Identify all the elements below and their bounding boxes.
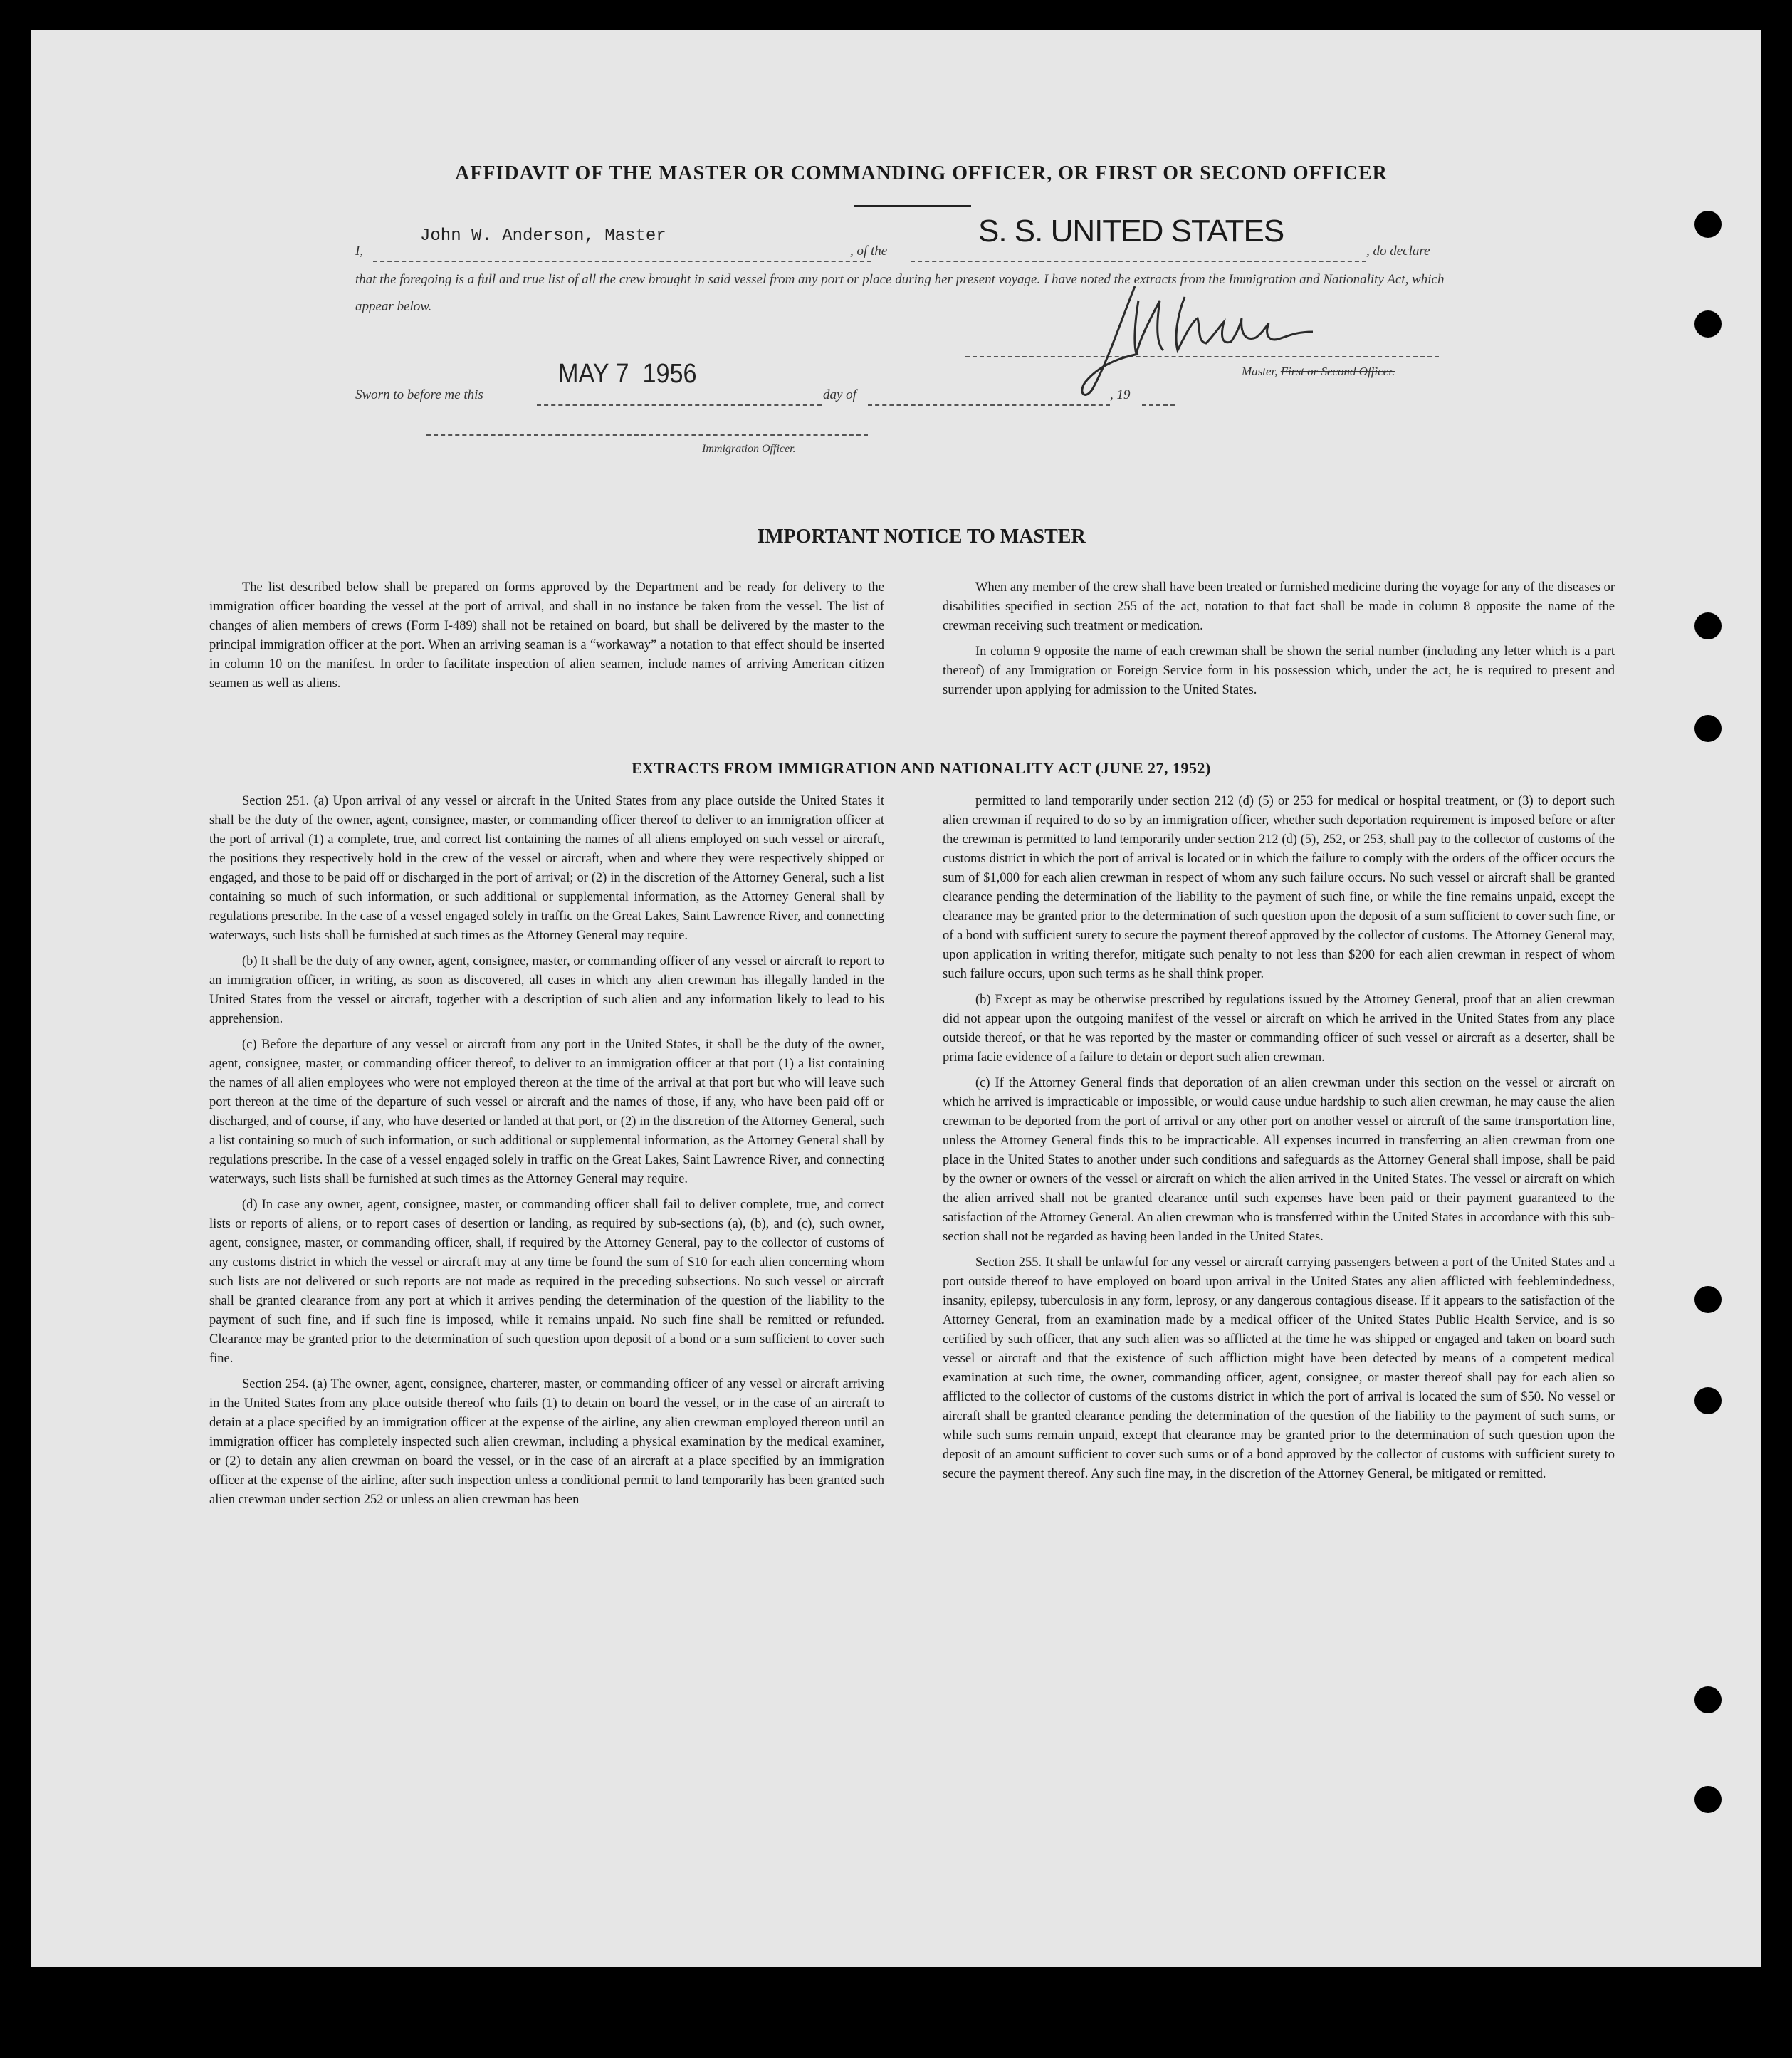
binder-hole (1694, 612, 1722, 639)
binder-hole (1694, 211, 1722, 238)
extracts-title: EXTRACTS FROM IMMIGRATION AND NATIONALITY ACT (JUNE 27, 1952) (632, 759, 1211, 777)
section-254c: (c) If the Attorney General finds that deportation of an alien crewman under this section on the vessel or aircraft on which he arrived is impracticable or impossible, or would cause undue hardship to such alien crewman, he may cause the alien crewman to be deported from the port of arrival or any other port on another vessel or aircraft of the same transportation line, unless the Attorney General finds this to be impracticable. All expenses incurred in transferring an alien crewman from one place in the United States to another under such conditions and safeguards as the Attorney General shall impose, shall be paid by the owner or owners of the vessel or aircraft on which the alien arrived in the United States. The vessel or aircraft on which the alien arrived shall not be granted clearance until such expenses have been paid or their payment guaranteed to the satisfaction of the Attorney General. An alien crewman who is transferred within the United States in accordance with this sub-section shall not be regarded as having been landed in the United States. (943, 1076, 1615, 1244)
do-declare-label: , do declare (1366, 244, 1430, 258)
notice-right-paragraph-2: In column 9 opposite the name of each crewman shall be shown the serial number (including any letter which is a part thereof) of any Immigration or Foreign Service form in his possession which, under the act, he is required to present and surrender upon applying for admission to the United States. (943, 644, 1615, 697)
signature-scribble (1014, 258, 1356, 400)
master-name: John W. Anderson, Master (420, 226, 666, 246)
binder-hole (1694, 1686, 1722, 1713)
signer-title (1242, 365, 1395, 379)
document-sheet (31, 30, 1761, 1967)
extracts-right-column (943, 792, 1615, 1490)
of-the-label: , of the (850, 244, 888, 258)
section-251c: (c) Before the departure of any vessel or aircraft from any port in the United States, it shall be the duty of the owner, agent, consignee, master, or commanding officer thereof, to deliver to an immigration officer at that port (1) a list containing the names of all alien employees who were not employed thereon at the time of the arrival at that port but who will leave such port thereon at the time of the departure of such vessel or aircraft and the names of those, if any, who have been paid off or discharged, and of course, if any, who have deserted or landed at that port, or (2) in the discretion of the Attorney General, such a list containing so much of such information, or such additional or supplemental information, as the Attorney General shall by regulations prescribe. In the case of a vessel engaged solely in traffic on the Great Lakes, Saint Lawrence River, and connecting waterways, such lists shall be furnished at such times as the Attorney General may require. (209, 1038, 884, 1186)
declaration-text: that the foregoing is a full and true list of all the crew brought in said vessel from any port or place during her present voyage. I have noted the extracts from the Immigration and Nationality Act, which appear below. (355, 272, 1445, 314)
section-251a: Section 251. (a) Upon arrival of any vessel or aircraft in the United States from any place outside the United States it shall be the duty of the owner, agent, consignee, master, or commanding officer thereof to deliver to an immigration officer at the port of arrival (1) a complete, true, and correct list containing the names of all aliens employed on such vessel or aircraft, the positions they respectively hold in the crew of the vessel or aircraft, when and where they were respectively shipped or engaged, and those to be paid off or discharged in the port of arrival; or (2) in the discretion of the Attorney General, such a list containing so much of such information, or such additional or supplemental information, as the Attorney General shall by regulations prescribe. In the case of a vessel engaged solely in traffic on the Great Lakes, Saint Lawrence River, and connecting waterways, such lists shall be furnished at such times as the Attorney General may require. (209, 794, 884, 943)
notice-right-paragraph-1: When any member of the crew shall have been treated or furnished medicine during the voyage for any of the diseases or disabilities specified in section 255 of the act, notation to that fact shall be made in column 8 opposite the name of the crewman receiving such treatment or medication. (943, 580, 1615, 633)
master-name-line (373, 244, 871, 262)
binder-hole (1694, 1286, 1722, 1313)
binder-hole (1694, 310, 1722, 338)
notice-right-column (943, 578, 1615, 706)
notice-title: IMPORTANT NOTICE TO MASTER (757, 526, 1086, 548)
sworn-label: Sworn to before me this (355, 387, 483, 402)
section-254a: Section 254. (a) The owner, agent, consignee, charterer, master, or commanding officer of any vessel or aircraft arriving in the United States from any place outside thereof who fails (1) to detain on board the vessel, or in the case of an aircraft to detain at a place specified by an immigration officer at the expense of the airline, any alien crewman employed thereon until an immigration officer has completely inspected such alien crewman, including a physical examination by the medical examiner, or (2) to detain any alien crewman on board the vessel, or in the case of an aircraft at a place specified by an immigration officer at the expense of the airline, after such inspection unless a conditional permit to land temporarily has been granted such alien crewman under section 252 or unless an alien crewman has been (209, 1377, 884, 1507)
section-251d: (d) In case any owner, agent, consignee, master, or commanding officer shall fail to deliver complete, true, and correct lists or reports of aliens, or to report cases of desertion or landing, as required by sub-sections (a), (b), and (c), such owner, agent, consignee, master, or commanding officer, shall, if required by the Attorney General, pay to the collector of customs of any customs district in which the vessel or aircraft may at any time be found the sum of $10 for each alien concerning whom such lists are not delivered or such reports are not made as required in the preceding subsections. No such vessel or aircraft shall be granted clearance from any port at which it arrives pending the determination of the question of the liability to the payment of such fine, and if such fine is imposed, while it remains unpaid. No such fine shall be remitted or refunded. Clearance may be granted prior to the determination of such question upon deposit of a bond or a sum sufficient to cover such fine. (209, 1198, 884, 1366)
notice-left-paragraph: The list described below shall be prepared on forms approved by the Department and be ready for delivery to the immigration officer boarding the vessel at the port of arrival, and shall in no instance be taken from the vessel. The list of changes of alien members of crews (Form I-489) shall not be retained on board, but shall be delivered by the master to the principal immigration officer at the port. When an arriving seaman is a “workaway” a notation to that effect should be inserted in column 10 on the manifest. In order to facilitate inspection of alien seamen, include names of arriving American citizen seamen as well as aliens. (209, 580, 884, 691)
signer-title-master: Master, (1242, 365, 1278, 378)
year-line (1142, 387, 1175, 406)
binder-hole (1694, 1786, 1722, 1813)
vessel-name: S. S. UNITED STATES (978, 214, 1284, 249)
officer-label: Immigration Officer. (702, 443, 796, 455)
affidavit-title: AFFIDAVIT OF THE MASTER OR COMMANDING OFFICER, OR FIRST OR SECOND OFFICER (455, 162, 1388, 184)
day-of-label: day of (823, 387, 856, 402)
section-254b: (b) Except as may be otherwise prescribed by regulations issued by the Attorney General, proof that an alien crewman did not appear upon the outgoing manifest of the vessel or aircraft on which he arrived in the United States from any place outside thereof, or that he was reported by the master or commanding officer of such vessel or aircraft as a deserter, shall be prima facie evidence of a failure to detain or deport such alien crewman. (943, 993, 1615, 1065)
month-line (868, 387, 1110, 406)
binder-hole (1694, 1387, 1722, 1414)
struck-title: First or Second Officer. (1280, 365, 1395, 378)
section-251b: (b) It shall be the duty of any owner, agent, consignee, master, or commanding officer of any vessel or aircraft to report to an immigration officer, in writing, as soon as discovered, all cases in which any alien crewman has illegally landed in the United States from the vessel or aircraft, together with a description of such alien and any information likely to lead to his apprehension. (209, 954, 884, 1026)
sworn-date-line (537, 387, 822, 406)
sworn-date-stamp: MAY 7 1956 (558, 359, 697, 389)
year-label: , 19 (1110, 387, 1131, 402)
extracts-left-column (209, 792, 884, 1516)
prefix-i: I, (355, 244, 364, 258)
section-255: Section 255. It shall be unlawful for any vessel or aircraft carrying passengers between a port of the United States and a port outside thereof to have employed on board upon arrival in the United States any alien afflicted with feeblemindedness, insanity, epilepsy, tuberculosis in any form, leprosy, or any dangerous contagious disease. If it appears to the satisfaction of the Attorney General, from an examination made by a medical officer of the United States Public Health Service, and is so certified by such officer, that any such alien was so afflicted at the time he was shipped or engaged and taken on board such vessel or aircraft and that the existence of such affliction might have been detected by means of a competent medical examination at such time, the owner, commanding officer, agent, consignee, or master thereof shall pay for each alien so afflicted to the collector of customs of the customs district in which the port of arrival is located the sum of $50. No vessel or aircraft shall be granted clearance pending the determination of the question of the liability to the payment of such sums, or while such sums remain unpaid, except that clearance may be granted prior to the determination of such question upon the deposit of an amount sufficient to cover such sums or of a bond approved by the collector of customs with sufficient surety to secure the payment thereof. Any such fine may, in the discretion of the Attorney General, be mitigated or remitted. (943, 1255, 1615, 1481)
notice-left-column (209, 578, 884, 700)
binder-hole (1694, 715, 1722, 742)
title-divider (854, 205, 971, 207)
officer-line (426, 407, 868, 436)
section-254a-cont: permitted to land temporarily under section 212 (d) (5) or 253 for medical or hospital treatment, or (3) to deport such alien crewman if required to do so by an immigration officer, whether such deportation requirement is imposed before or after the crewman is permitted to land temporarily under section 212 (d) (5), 252, or 253, shall pay to the collector of customs of the customs district in which the port of arrival is located or in which the failure to comply with the orders of the officer occurs the sum of $1,000 for each alien crewman in respect of whom any such failure occurs. No such vessel or aircraft shall be granted clearance pending the determination of the liability to the payment of such fine, or while the fine remains unpaid, except the clearance may be granted prior to the determination of such question upon the deposit of a sum sufficient to cover such fine, or of a bond with sufficient surety to secure the payment thereof approved by the collector of customs. The Attorney General may, upon application in writing therefor, mitigate such penalty to not less than $200 for each alien crewman in respect of whom such failure occurs, upon such terms as he shall think proper. (943, 794, 1615, 981)
